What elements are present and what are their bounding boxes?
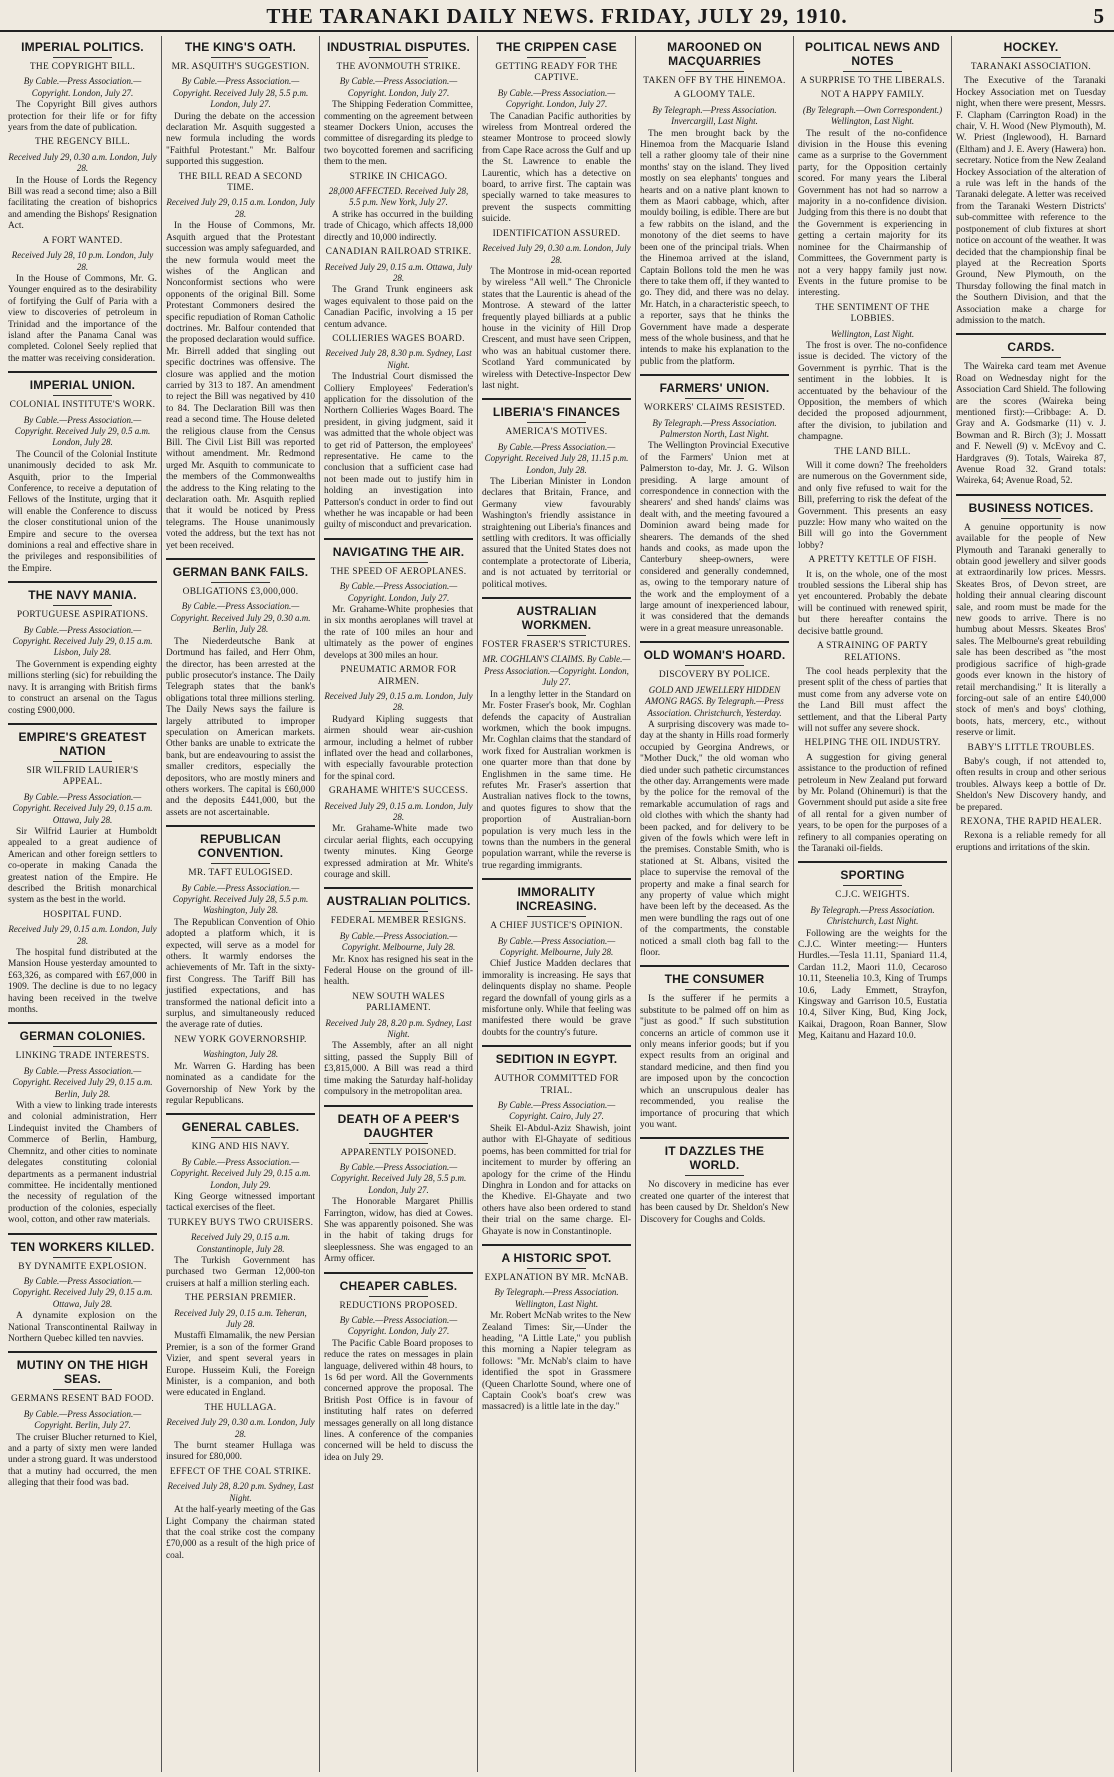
article-subheading: CANADIAN RAILROAD STRIKE. [325,247,472,258]
article-subheading: THE AVONMOUTH STRIKE. [336,62,461,72]
article-heading: A HISTORIC SPOT. [501,1250,612,1265]
article-body: The frost is over. The no-confidence issue is decided. The victory of the Government is pyrrhic. That is the sentiment in the lobbies. It is accentuated by the behaviour of the Opposition, the members of which decided the proposed adjournment, after the division, to jubilation and champagne. [798,340,947,443]
article [8,581,157,717]
heading-rule [527,422,587,423]
article-heading: INDUSTRIAL DISPUTES. [326,40,471,54]
article-body: The Government is expending eighty millions sterling (sic) for rebuilding the navy. It is arranging with British firms to construct an arsenal on the Tagus costing £900,000. [8,659,157,716]
dateline: Received July 29, 0.30 a.m. London, July 28. [166,1417,315,1439]
article-divider [166,1113,315,1115]
article-body: In the House of Commons, Mr. G. Younger enquired as to the desirability of fortifying the Gulf of Paria with a view to discoveries of petroleum in Trinidad and the importance of the island after the Panama Canal was completed. Colonel Seely replied that the matter was receiving consideration. [8,273,157,364]
article-divider [8,1233,157,1235]
heading-rule [843,71,903,72]
heading-rule [211,57,271,58]
heading-rule [53,761,113,762]
article-divider [166,825,315,827]
article-subheading: STRIKE IN CHICAGO. [349,171,448,182]
dateline: By Cable.—Press Association.—Copyright. London, July 27. [339,1314,458,1337]
article-divider [482,597,631,599]
article-body: The Wellington Provincial Executive of the Farmers' Union met at Palmerston to-day, Mr. J. G. Wilson presiding. A large amount of correspondence in connection with the shearers' and shed hands' claims was dealt with, and the meeting favoured a Dominion award being made for shearers. The demands of the shed hands and cooks, as made upon the Canterbury sheep-owners, were considered and generally condemned, as, owing to the temporary nature of the work and the employment of a large amount of inexperienced labour, it was considered that the demands were in a great measure unreasonable. [640,441,789,634]
article-heading: GENERAL CABLES. [181,1120,300,1135]
article-subheading: THE BILL READ A SECOND TIME. [178,171,303,194]
article-subheading: LINKING TRADE INTERESTS. [15,1051,150,1062]
heading-rule [369,57,429,58]
newspaper-columns [4,36,1110,1772]
article [8,1351,157,1489]
article-subheading: NEW YORK GOVERNORSHIP. [174,1034,307,1045]
article-divider [640,965,789,967]
article-subheading: HOSPITAL FUND. [43,909,122,920]
article-body: The cool heads perplexity that the present split of the chess of parties that must come from any adverse vote on the Land Bill must affect the settlement, and that the Liberal Party will not suffer any severe shock. [798,666,947,734]
dateline: Received July 29, 0.15 a.m. Ottawa, July 28. [324,261,473,283]
article-divider [640,641,789,643]
dateline: Received July 29, 0.15 a.m. London, July 28. [8,924,157,946]
article-heading: REPUBLICAN CONVENTION. [197,832,284,861]
heading-rule [211,1137,271,1138]
article-body: During the debate on the accession declaration Mr. Asquith suggested a new formula including the words "Faithful Protestant." Mr. Balfour supported this suggestion. [166,111,315,168]
dateline: By Cable.—Press Association.—Copyright. Received July 29, 0.5 a.m. London, July 28. [14,414,151,448]
heading-rule [843,885,903,886]
dateline: By Cable.—Press Association.—Copyright. Melbourne, July 28. [339,930,458,953]
dateline: Received July 29, 0.15 a.m. London, July 28. [166,197,315,219]
article [640,641,789,959]
article-heading: CHEAPER CABLES. [339,1278,458,1293]
article-body: In a lengthy letter in the Standard on Mr. Foster Fraser's book, Mr. Coghlan defends the capacity of Australian workmen, which the book impugns. Mr. Coghlan claims that the standard of work fixed for Australian workmen is one quarter more than that done by Englishmen in the same time. He refutes Mr. Fraser's assertion that Australian natives flock to the towns, and quotes figures to show that the proportion of Australian-born population is very much less in the towns than the numbers in the general population warrant, while the reverse is true regarding immigrants. [482,689,631,871]
article-body: Will it come down? The freeholders are numerous on the Government side, and only five refused to wait for the Bill, preferring to risk the defeat of the Government. This presents an easy puzzle: How many who waited on the Bill will go into the Government lobby? [798,461,947,551]
article [8,371,157,575]
article-body: It is, on the whole, one of the most troubled sessions the Liberal ship has yet encountered. Probably the debate will be continued with renewed spirit, but there hereafter contains the decisive battle ground. [798,569,947,637]
dateline: By Cable.—Press Association.—Copyright. Cairo, July 27. [497,1100,616,1122]
article-body: The Assembly, after an all night sitting, passed the Supply Bill of £3,815,000. A Bill was read a third time making the Saturday half-holiday compulsory in the metropolitan area. [324,1041,473,1098]
article-subheading: BY DYNAMITE EXPLOSION. [18,1261,147,1272]
article-heading: IT DAZZLES THE WORLD. [664,1144,765,1173]
article-heading: AUSTRALIAN POLITICS. [326,894,471,909]
article-subheading: EXPLANATION BY MR. McNAB. [484,1272,629,1283]
article-subheading: THE COPYRIGHT BILL. [29,62,136,72]
article-body: The Canadian Pacific authorities by wireless from Montreal ordered the steamer Montrose to proceed slowly from Cape Race across the Gulf and up the St. Lawrence to enable the Laurentic, which has a detective on board, to arrive first. The captain was specially warned to take measures to prevent the suspects committing suicide. [482,111,631,225]
article-heading: GERMAN COLONIES. [19,1029,146,1044]
article-body: The Turkish Government has purchased two German 12,000-ton cruisers at half a million sterling each. [166,1255,315,1289]
article-subheading: TURKEY BUYS TWO CRUISERS. [167,1217,314,1228]
article-subheading: IDENTIFICATION ASSURED. [492,228,621,239]
article-subheading: THE LAND BILL. [834,446,911,457]
article [798,861,947,1042]
article-subheading: GRAHAME WHITE'S SUCCESS. [328,786,469,797]
article-body: A strike has occurred in the building trade of Chicago, which affects 18,000 directly and 10,000 indirectly. [324,209,473,243]
article-divider [956,494,1106,496]
article [482,597,631,872]
article-divider [8,581,157,583]
article [324,1105,473,1266]
article-subheading: REXONA, THE RAPID HEALER. [960,816,1102,827]
article-body: With a view to linking trade interests and colonial administration, Herr Lindequist invited the Chambers of Commerce of Berlin, Hamburg, Chemnitz, and other cities to nominate delegates constituting colonial departments as a permanent industrial committee. He incidentally mentioned the necessity of regulation of the production of the colonies, especially wool, cotton, and other raw materials. [8,1101,157,1226]
article-divider [324,887,473,889]
article-subheading: FOSTER FRASER'S STRICTURES. [482,640,631,651]
article-body: The Shipping Federation Committee, commenting on the agreement between steamer Dockers Union, accuses the committee of disregarding its pledge to two boycotted foremen and sacrificing them to the men. [324,100,473,168]
article-subheading: THE SENTIMENT OF THE LOBBIES. [815,302,930,325]
article [482,1244,631,1414]
article-heading: TEN WORKERS KILLED. [10,1239,155,1254]
heading-rule [527,57,587,58]
article-body: The men brought back by the Hinemoa from the Macquarie Island tell a rather gloomy tale of their nine months' stay on the island. They lived mostly on sea elephants' tongues and hearts and on a native plant known to them as Maori cabbage, which, after mouldy boiling, is edible. There are but a few rabbits on the island, and the monotony of the diet seems to have been one of the principal trials. When the Hinemoa arrived at the island, Captain Bollons told the men he was there to take them off, if they wanted to go. They did, and there was no delay. Mr. Hatch, in a characteristic speech, to a reporter, says that he thinks the Government have made a desperate mess of the whole business, and that he intends to make his explanation to the public from the platform. [640,128,789,367]
article-heading: HOCKEY. [1003,40,1059,54]
article-body: The Industrial Court dismissed the Colliery Employees' Federation's application for the dissolution of the Northern Collieries Wages Board. The president, in giving judgment, said it was admitted that the whole object was to get rid of Patterson, the employees' representative. He came to the conclusion that a sufficient case had not been made out to justify him in holding an investigation into Patterson's conduct in order to find out whether he was incapable or had been guilty of misconduct and prevarication. [324,372,473,531]
article-body: The Executive of the Taranaki Hockey Association met on Tuesday night, when there were present, Messrs. F. Clapham (Carrington Road) in the chair, V. H. Wood (New Plymouth), M. W. Priest (Inglewood), H. Barnard (Eltham) and J. E. Avery (Hawera) hon. secretary. Notice from the New Zealand Hockey Association of the alteration of a rule was left in the hands of the Taranaki delegate. A letter was received from the Taranaki Western Districts' sub-committee with reference to the postponement of club fixtures at short notice on account of the weather. It was decided that the championship final be played at the Recreation Sports Ground, New Plymouth, on the Thursday following the final match in the Southern Division, and that the Association make a charge for admission to the match. [956,76,1106,326]
article-subheading: A CHIEF JUSTICE'S OPINION. [490,921,623,932]
article-divider [482,398,631,400]
article [8,1233,157,1346]
article [640,374,789,635]
heading-rule [685,71,745,72]
article-subheading: PORTUGUESE ASPIRATIONS. [16,610,149,621]
article-body: Sheik El-Abdul-Aziz Shawish, joint author with El-Ghayate of seditious poems, has been committed for trial for incitement to murder by offering an apology for the crime of the Hindu Dinghra in London and for attacks on the Khedive. El-Ghayate and two others have also been ordered to stand their trial on the same charge. El-Ghayate is now in Constantinople. [482,1123,631,1237]
article-subheading: KING AND HIS NAVY. [191,1142,290,1153]
article-heading: THE CONSUMER [664,972,765,987]
article [956,494,1106,854]
dateline: By Telegraph.—Press Association. Invercargill, Last Night. [652,104,777,127]
article-heading: DEATH OF A PEER'S DAUGHTER [337,1111,460,1140]
article [640,1137,789,1226]
article-body: Sir Wilfrid Laurier at Humboldt appealed to a great audience of American and other foreign settlers to co-operate in making Canada the greatest nation of the Empire. He described the British monarchical system as the best in the world. [8,826,157,906]
article [482,1045,631,1238]
article [166,825,315,1107]
article-subheading: THE REGENCY BILL. [34,137,131,148]
dateline: By Cable.—Press Association.—Copyright. Received July 29, 0.15 a.m. Ottawa, July 28. [12,791,153,825]
article-body: The Pacific Cable Board proposes to reduce the rates on messages in plain language, delivered within 48 hours, to 1s 6d per word. All the Governments concerned approve the proposal. The British Post Office is in favour of instituting half rates on deferred messages generally on all long distance lines. A conference of the companies concerned will be held to discuss the idea on July 29. [324,1338,473,1463]
dateline: By Cable.—Press Association.—Copyright. Berlin, July 27. [23,1408,142,1431]
article [482,878,631,1039]
heading-rule [53,1046,113,1047]
article-divider [8,371,157,373]
article-heading: CARDS. [1007,340,1055,355]
dateline: By Telegraph.—Press Association. Palmerston North, Last Night. [652,417,777,439]
article-subheading: AMERICA'S MOTIVES. [505,427,608,438]
article [324,40,473,532]
heading-rule [527,916,587,917]
dateline: By Telegraph.—Press Association. Christchurch, Last Night. [810,904,935,927]
article-body: The burnt steamer Hullaga was insured for £80,000. [166,1441,315,1463]
article-heading: SEDITION IN EGYPT. [495,1052,618,1067]
article-divider [324,538,473,540]
article-divider [482,878,631,880]
dateline: Received July 28, 8.30 p.m. Sydney, Last Night. [325,348,472,370]
article [482,398,631,591]
article-subheading: GERMANS RESENT BAD FOOD. [11,1394,154,1405]
article-heading: THE CRIPPEN CASE [496,40,617,54]
column [4,36,162,1772]
heading-rule [527,1069,587,1070]
article-body: The Waireka card team met Avenue Road on Wednesday night for the Association Card Shield. The following are the scores (Waireka being mentioned first):—Cribbage: A. D. Gray and A. Godsmarke (11) v. J. Bowman and R. Birch (3); J. Mossatt and F. Newell (9) v. McEvoy and C. Hardgraves (9). Totals, Waireka 87, Avenue Road 32. Grand totals: Waireka, 64; Avenue Road, 52. [956,362,1106,487]
heading-rule [53,395,113,396]
article-subheading: PNEUMATIC ARMOR FOR AIRMEN. [340,665,457,687]
dateline: By Cable.—Press Association.—Copyright. Received July 29, 0.15 a.m. London, July 29. [170,1156,311,1190]
article-divider [482,1244,631,1246]
dateline: Received July 28, 8.20 p.m. Sydney, Last Night. [325,1017,472,1040]
article-subheading: THE PERSIAN PREMIER. [185,1293,296,1304]
column [636,36,794,1772]
article [482,40,631,392]
article-divider [8,723,157,725]
article-divider [324,1105,473,1107]
dateline: By Telegraph.—Press Association. Wellington, Last Night. [494,1287,619,1309]
dateline: 28,000 AFFECTED. Received July 28, 5.5 p.m. New York, July 27. [328,186,469,208]
article-subheading: TAKEN OFF BY THE HINEMOA. [643,76,786,86]
article-subheading: NOT A HAPPY FAMILY. [820,90,925,101]
heading-rule [369,1296,429,1297]
article-heading: NAVIGATING THE AIR. [332,544,465,559]
article-body: Rexona is a reliable remedy for all eruptions and irritations of the skin. [956,831,1106,853]
heading-rule [53,1389,113,1390]
article-body: In the House of Lords the Regency Bill was read a second time; also a Bill facilitating the creation of bishoprics and amending the Bishops' Resignation Act. [8,175,157,232]
article-subheading: FEDERAL MEMBER RESIGNS. [330,916,467,927]
heading-rule [685,665,745,666]
article-heading: THE KING'S OATH. [184,40,297,54]
article-body: Mr. Robert McNab writes to the New Zealand Times: Sir,—Under the heading, "A Little Late," you publish this morning a Napier telegram as follows: "Mr. McNab's claim to have identified the spot in Grassmere (Queen Charlotte Sound, where one of Captain Cook's boat's crew was massacred) is a little late in the day." [482,1311,631,1413]
dateline: Received July 29, 0.15 a.m. Constantinople, July 28. [191,1232,290,1254]
dateline: Wellington, Last Night. [830,328,915,339]
article-heading: MAROONED ON MACQUARRIES [667,40,762,68]
article-heading: LIBERIA'S FINANCES [492,405,621,420]
article [8,723,157,1017]
article-heading: IMMORALITY INCREASING. [516,885,597,914]
dateline: By Cable.—Press Association.—Copyright. Received July 29, 0.15 a.m. Berlin, July 28. [12,1065,153,1099]
article-body: At the half-yearly meeting of the Gas Light Company the chairman stated that the coal strike cost the company £70,000 as a result of the high price of coal. [166,1505,315,1561]
article-body: The hospital fund distributed at the Mansion House yesterday amounted to £63,326, as compared with £67,000 in 1909. The decline is due to no legacy having been received in the twelve months. [8,948,157,1016]
article-subheading: HELPING THE OIL INDUSTRY. [804,738,941,749]
article-heading: FARMERS' UNION. [659,381,770,396]
heading-rule [527,1268,587,1269]
dateline: By Cable.—Press Association.—Copyright. Received July 29, 0.15 a.m. Lisbon, July 28. [12,624,153,658]
article-subheading: SIR WILFRID LAURIER'S APPEAL. [26,765,139,788]
article-divider [798,861,947,863]
heading-rule [211,582,271,583]
article-divider [482,1045,631,1047]
article [324,887,473,1098]
newspaper-title: THE TARANAKI DAILY NEWS. FRIDAY, JULY 29, 1910. [266,4,848,28]
article-heading: THE NAVY MANIA. [28,588,137,603]
article-divider [8,1351,157,1353]
article [8,40,157,365]
article-subheading: NEW SOUTH WALES PARLIAMENT. [352,991,445,1014]
article-body: Mr. Grahame-White prophesies that in six months aeroplanes will travel at the rate of 100 miles an hour and ultimately as the power of engines develops at 300 miles an hour. [324,605,473,661]
article [956,40,1106,327]
article-subheading: MR. ASQUITH'S SUGGESTION. [171,62,310,72]
article [166,1113,315,1562]
article-body: The Montrose in mid-ocean reported by wireless "All well." The Chronicle states that the Laurentic is ahead of the Montrose. A steward of the latter frequently played billiards at a public house in the vicinity of Hill Drop Crescent, and must have seen Crippen, who was an habitual customer there. Scotland Yard communicated by wireless with Detective-Inspector Dew last night. [482,266,631,391]
article-heading: EMPIRE'S GREATEST NATION [18,729,147,758]
heading-rule [53,605,113,606]
article-body: Mr. Grahame-White made two circular aerial flights, each occupying twenty minutes. King George expressed admiration at Mr. White's courage and skill. [324,824,473,880]
article-body: The Honorable Margaret Phillis Farrington, widow, has died at Cowes. She was apparently poisoned. She was in the habit of taking drugs for sleeplessness. She was engaged to an Army officer. [324,1197,473,1265]
article-subheading: THE SPEED OF AEROPLANES. [330,566,467,577]
heading-rule [685,989,745,990]
article-heading: AUSTRALIAN WORKMEN. [516,604,597,633]
heading-rule [53,57,113,58]
article-subheading: TARANAKI ASSOCIATION. [970,62,1092,72]
heading-rule [53,1257,113,1258]
article-body: Mr. Warren G. Harding has been nominated as a candidate for the Governorship of New York by the regular Republicans. [166,1061,315,1106]
dateline: By Cable.—Press Association.—Copyright. London, July 27. [339,76,458,98]
article-body: A suggestion for giving general assistance to the production of refined petroleum in New Zealand put forward by Mr. Poland (Ohinemuri) is that the Government should put aside a site free of all rental for a given number of years, to be open for the purposes of a refinery to all companies operating on the Taranaki oil-fields. [798,752,947,854]
column [478,36,636,1772]
dateline: Received July 29, 0.30 a.m. London, July 28. [482,243,631,265]
article-subheading: DISCOVERY BY POLICE. [658,670,771,681]
heading-rule [527,635,587,636]
dateline: By Cable.—Press Association.—Copyright. London, July 27. [497,87,616,110]
article-body: Mustaffi Elmamalik, the new Persian Premier, is a son of the former Grand Vizier, and spent several years in Europe. Husseim Kuli, the Foreign Minister, is a companion, and both were educated in England. [166,1331,315,1399]
article-heading: POLITICAL NEWS AND NOTES [805,40,940,68]
heading-rule [685,1175,745,1176]
article-divider [8,1022,157,1024]
article [798,40,947,855]
article [640,965,789,1131]
article-subheading: BABY'S LITTLE TROUBLES. [967,742,1095,753]
article-subheading: MR. TAFT EULOGISED. [188,868,293,879]
article-body: The cruiser Blucher returned to Kiel, and a party of sixty men were landed under a strong guard. It was understood that a mutiny had occurred, the men alleging that their food was bad. [8,1432,157,1489]
dateline: Received July 29, 0.15 a.m. London, July 28. [324,800,473,822]
article-body: No discovery in medicine has ever created one quarter of the interest that has been caused by Dr. Sheldon's New Discovery for Coughs and Colds. [640,1180,789,1225]
dateline: Washington, July 28. [202,1049,279,1060]
article [956,333,1106,487]
dateline: MR. COGHLAN'S CLAIMS. By Cable.—Press Association.—Copyright. London, July 27. [482,654,631,688]
article-body: Is the sufferer if he permits a substitute to be palmed off on him as "just as good." If such substitution concerns an article of common use it only means inferior goods; but if you expect results from an original and standard medicine, and then find you are imposed upon by the concoction which an unscrupulous dealer has recommended, you realise the importance of procuring that which you want. [640,994,789,1130]
article-body: The Liberian Minister in London declares that Britain, France, and Germany view favourably Washington's friendly assistance in straightening out Liberia's finances and settling with creditors. It was officially assured that the United States does not contemplate a protectorate of Liberia, and is not actuated by territorial or political motives. [482,477,631,590]
heading-rule [369,1143,429,1144]
article-body: A surprising discovery was made to-day at the shanty in Hills road formerly occupied by Georgina Andrews, or "Mother Duck," the old woman who died under such pathetic circumstances the other day. Arrangements were made by the police for the removal of the remarkable accumulation of rags and old clothes with which the shanty had been packed, and for delivery to be given of the fowls which were left in the premises. Constable Smith, who is stationed at St. Albans, visited the place to supervise the removal of the property and make a final search for any property of value which might have been left by the deceased. As the men were bundling the rags out of one of the compartments, the constable noticed a small cloth bag fall to the floor. [640,719,789,959]
dateline: By Cable.—Press Association.—Copyright. Received July 28, 5.5 p.m. London, July 27. [330,1161,467,1195]
article-subheading: A PRETTY KETTLE OF FISH. [808,555,937,566]
heading-rule [369,562,429,563]
article-subheading: A SURPRISE TO THE LIBERALS. [800,76,945,86]
article-subheading: C.J.C. WEIGHTS. [835,890,910,901]
article-divider [956,333,1106,335]
masthead [0,0,1114,32]
article-divider [640,374,789,376]
heading-rule [685,398,745,399]
column [162,36,320,1772]
column [952,36,1110,1772]
article-body: Chief Justice Madden declares that immorality is increasing. He says that delinquents display no shame. People regard the downfall of young girls as a misfortune only. While that feeling was manifested there would be grave doubts for the country's future. [482,959,631,1038]
article-heading: GERMAN BANK FAILS. [172,565,309,580]
article-divider [640,1137,789,1139]
article-subheading: COLONIAL INSTITUTE'S WORK. [9,400,156,411]
dateline: Received July 29, 0.15 a.m. Teheran, July 28. [174,1307,307,1329]
dateline: By Cable.—Press Association.—Copyright. Received July 29, 0.15 a.m. Ottawa, July 28. [12,1275,153,1309]
heading-rule [1001,518,1061,519]
dateline: Received July 29, 0.15 a.m. London, July 28. [324,690,473,713]
article-body: King George witnessed important tactical exercises of the fleet. [166,1191,315,1214]
article-body: The result of the no-confidence division in the House this evening came as a surprise to the Government party, for the Opposition certainly scored. For many years the Liberal Government has not had so narrow a majority in a no-confidence division. Judging from this there is no doubt that the Government is experiencing in getting a certain majority for its nominee for the Chairmanship of Committees, the Government party is not a very happy family just now. Events in the future promise to be interesting. [798,128,947,299]
dateline: By Cable.—Press Association.—Copyright. Received July 28, 11.15 p.m. London, July 28. [484,441,629,475]
article-subheading: AUTHOR COMMITTED FOR TRIAL. [494,1074,619,1096]
page-number: 5 [1093,4,1104,28]
article [640,40,789,368]
column [794,36,952,1772]
article [324,1272,473,1465]
article-body: The Grand Trunk engineers ask wages equivalent to those paid on the Canadian Pacific, involving a 15 per centum advance. [324,285,473,330]
article-heading: IMPERIAL UNION. [29,378,136,393]
article-body: A dynamite explosion on the National Transcontinental Railway in Northern Quebec killed ten navvies. [8,1311,157,1344]
article [8,1022,157,1226]
article-subheading: REDUCTIONS PROPOSED. [339,1300,458,1311]
dateline: By Cable.—Press Association.—Copyright. London, July 27. [23,76,142,98]
article [166,558,315,819]
article-body: Baby's cough, if not attended to, often results in croup and other serious troubles. Always keep a bottle of Dr. Sheldon's New Discovery handy, and be prepared. [956,756,1106,813]
article-body: Mr. Knox has resigned his seat in the Federal House on the ground of ill-health. [324,954,473,988]
article-body: Rudyard Kipling suggests that airmen should wear air-cushion armour, including a helmet of rubber inflated over the head and collarbones, with especially favourable protection for the spinal cord. [324,714,473,782]
article-heading: IMPERIAL POLITICS. [21,40,144,54]
dateline: Received July 28, 8.20 p.m. Sydney, Last Night. [167,1481,314,1503]
article [166,40,315,552]
article-divider [166,558,315,560]
dateline: Received July 28, 10 p.m. London, July 28. [11,250,154,272]
heading-rule [1001,57,1061,58]
article-subheading: A FORT WANTED. [42,235,123,246]
dateline: GOLD AND JEWELLERY HIDDEN AMONG RAGS. By Telegraph.—Press Association. Christchurch, Yesterday. [645,684,784,718]
dateline: (By Telegraph.—Own Correspondent.) Wellington, Last Night. [802,104,943,127]
article-subheading: GETTING READY FOR THE CAPTIVE. [495,62,618,84]
heading-rule [369,911,429,912]
article-body: The Republican Convention of Ohio adopted a platform which, it is expected, will serve as a model for others. It warmly endorses the achievements of Mr. Taft in the sixty-first Congress. The Tariff Bill has justified expectations, and has transformed the national deficit into a surplus, and simultaneously reduced the average rate of duties. [166,917,315,1031]
article-heading: BUSINESS NOTICES. [968,500,1094,515]
heading-rule [1001,357,1061,358]
article-subheading: A GLOOMY TALE. [673,90,756,101]
article-subheading: COLLIERIES WAGES BOARD. [332,333,465,344]
dateline: By Cable.—Press Association.—Copyright. London, July 27. [339,581,458,603]
article-body: The Copyright Bill gives authors protection for their life or for fifty years from the date of publication. [8,100,157,134]
article-subheading: WORKERS' CLAIMS RESISTED. [643,403,786,414]
article-subheading: EFFECT OF THE COAL STRIKE. [169,1466,312,1477]
article-subheading: APPARENTLY POISONED. [340,1147,457,1158]
article-heading: SPORTING [840,868,905,883]
dateline: By Cable.—Press Association.—Copyright. Received July 28, 5.5 p.m. London, July 27. [172,76,309,110]
dateline: Received July 29, 0.30 a.m. London, July 28. [8,151,157,174]
dateline: By Cable.—Press Association.—Copyright. Melbourne, July 28. [497,935,616,957]
dateline: By Cable.—Press Association.—Copyright. Received July 28, 5.5 p.m. Washington, July 28. [172,882,309,916]
article-body: The Council of the Colonial Institute unanimously decided to ask Mr. Asquith, prior to the Imperial Conference, to receive a deputation of Fellows of the Institute, urging that it will enable the Conference to discuss the closer constitutional union of the Empire and secure to the oversea dominions a real and effective share in the privileges and responsibilities of the Empire. [8,449,157,574]
article-subheading: OBLIGATIONS £3,000,000. [182,587,299,598]
article-heading: OLD WOMAN'S HOARD. [643,648,786,663]
article-body: Following are the weights for the C.J.C. Winter meeting:— Hunters Hurdles.—Tesla 11.11, Spaniard 11.4, Cardan 11.2, Maori 11.0, Cecaroso 10.11, Steenelia 10.3, King of Trumps 10.6, Lady Emmett, Strayfon, Kingsway and Garrison 10.5, Eustatia 10.4, Silver King, Bud, King Jock, Kaikai, Dragoon, Roan Banner, Slow Meg, Kaitanu and Hazard 10.0. [798,928,947,1042]
article-subheading: THE HULLAGA. [204,1402,277,1413]
article-divider [324,1272,473,1274]
article-subheading: A STRAINING OF PARTY RELATIONS. [816,641,929,663]
article-body: A genuine opportunity is now available for the people of New Plymouth and Taranaki generally to obtain good jewellery and silver goods at extraordinarily low prices. Messrs. Skeates Bros, of Devon street, are holding their annual clearing discount sale, and room must be made for the new goods to arrive. There is no humbug about Messrs. Skeates Bros' sales. The Melbourne's great rebuilding sale has been described as "the most prodigious sacrifice of high-grade goods ever known in the history of retail merchandising." It is literally a forcing-out sale of an entire £40,000 stock of men's and boys' clothing, boots, hats, mercery, etc., without reserve or limit. [956,522,1106,739]
heading-rule [211,863,271,864]
article-body: In the House of Commons, Mr. Asquith argued that the Protestant succession was amply safeguarded, and the new formula would meet the wishes of the Anglican and Nonconformist sections who were opponents of the original Bill. Some Protestant Commoners desired the specific repudiation of Roman Catholic doctrines. Mr. Balfour contended that the proposed declaration would suffice. Mr. Birrell added that singling out specific doctrines was offensive. The closure was applied and the motion carried by 313 to 187. An amendment to reject the Bill was negatived by 410 to 84. The Declaration Bill was then read a second time. The House deleted the religious clause from the Census Bill. The Civil List Bill was reported without amendment. Mr. Redmond urged Mr. Asquith to communicate to the members of the Commonwealths the address to the King relating to the declaration oath. Mr. Asquith replied that it would be noticed by Press telegrams. The House unanimously voted the address, but the text has not yet been received. [166,221,315,551]
dateline: By Cable.—Press Association.—Copyright. Received July 29, 0.30 a.m. Berlin, July 28. [170,601,311,635]
article [324,538,473,882]
column [320,36,478,1772]
article-heading: MUTINY ON THE HIGH SEAS. [16,1358,149,1387]
article-body: The Niederdeutsche Bank at Dortmund has failed, and Herr Ohm, the director, has been arrested at the public prosecutor's instance. The Daily Telegraph states that the bank's obligations total three millions sterling. The Daily News says the failure is largely attributed to improper speculation on American markets. Other banks are unable to extricate the bank, but are endeavouring to assist the smaller creditors, especially the depositors, who are mostly miners and others workers. The capital is £60,000 and the deposits £441,000, but the assets are not ascertainable. [166,636,315,818]
